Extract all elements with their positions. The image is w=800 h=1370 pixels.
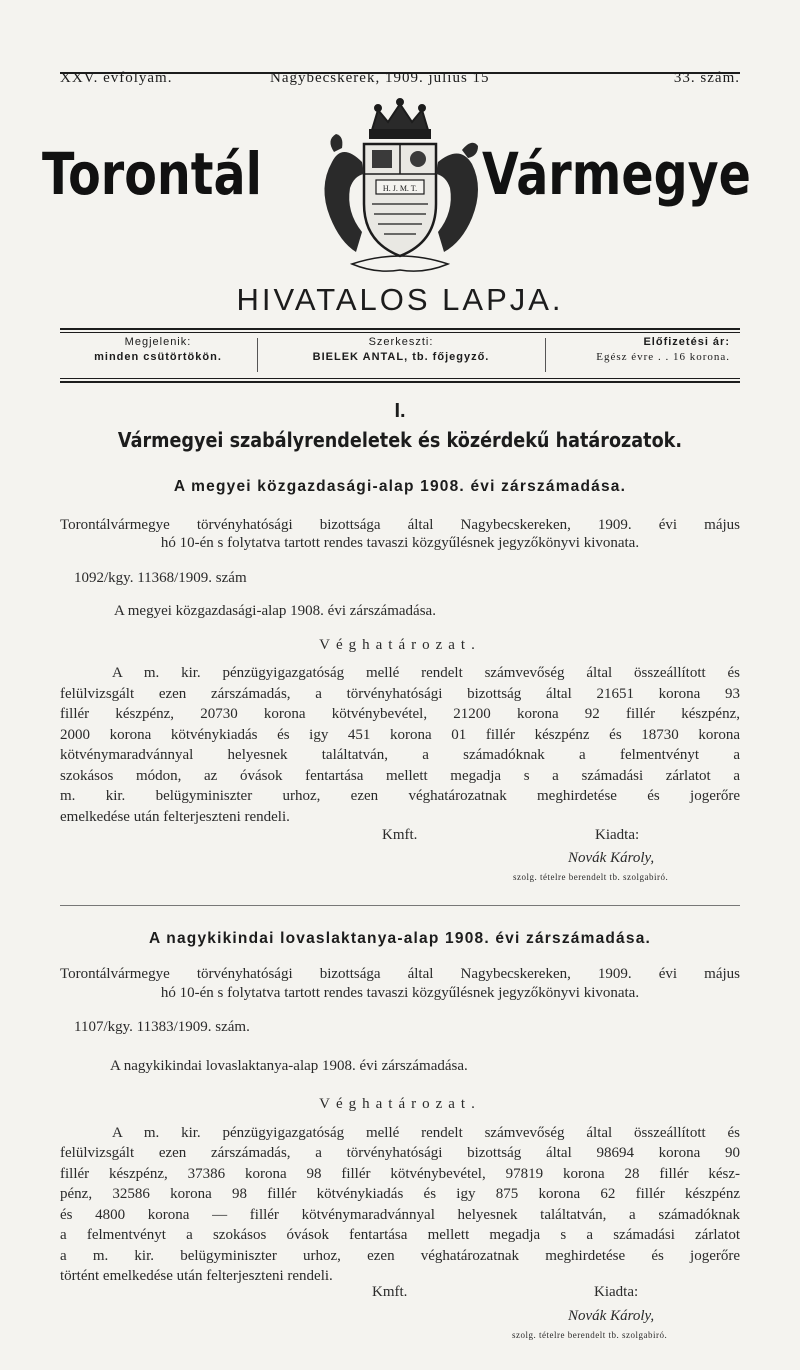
issued-label: Kiadta: bbox=[594, 1284, 639, 1300]
body-line: fillér készpénz, 20730 korona kötvénybevétel, 21200 korona 92 fillér készpénz, bbox=[60, 706, 740, 722]
article-title: A nagykikindai lovaslaktanya-alap 1908. évi zárszámadása. bbox=[148, 930, 652, 947]
price-label: Előfizetési ár: bbox=[643, 336, 730, 348]
issued-label: Kiadta: bbox=[595, 827, 640, 843]
body-line: A m. kir. pénzügyigazgatóság mellé rendelt számvevőség által összeállított és bbox=[112, 665, 740, 681]
rule-top-thin bbox=[60, 332, 740, 333]
signer-name: Novák Károly, bbox=[568, 850, 655, 866]
article-title: A megyei közgazdasági-alap 1908. évi zárszámadása. bbox=[173, 478, 627, 495]
body-line: fillér készpénz, 37386 korona 98 fillér kötvénybevétel, 97819 korona 28 fillér kész- bbox=[60, 1166, 740, 1182]
body-line: kötvénymaradvánnyal helyesnek találtatván, a számadóknak a felmentvényt a bbox=[60, 747, 740, 763]
appears-value: minden csütörtökön. bbox=[94, 351, 222, 363]
issue-number: 33. szám. bbox=[673, 70, 740, 86]
body-line: szokásos módon, az óvások fentartása mellett megadja s a számadási zárlatot a bbox=[60, 768, 740, 784]
rule-top bbox=[60, 328, 740, 330]
signer-title: szolg. tételre berendelt tb. szolgabiró. bbox=[512, 1330, 668, 1340]
price-box bbox=[546, 336, 740, 376]
body-line: 2000 korona kötvénykiadás és igy 451 korona 01 fillér készpénz és 18730 korona bbox=[60, 727, 740, 743]
masthead-right: Vármegye bbox=[482, 140, 751, 208]
reference-number: 1107/kgy. 11383/1909. szám. bbox=[74, 1019, 250, 1035]
price-value: Egész évre . . 16 korona. bbox=[596, 351, 730, 363]
intro-line: hó 10-én s folytatva tartott rendes tavaszi közgyűlésnek jegyzőkönyvi kivonata. bbox=[160, 535, 640, 551]
intro-line: Torontálvármegye törvényhatósági bizottsága által Nagybecskereken, 1909. évi május bbox=[60, 517, 740, 533]
body-line: A m. kir. pénzügyigazgatóság mellé rendelt számvevőség által összeállított és bbox=[112, 1125, 740, 1141]
body-line: történt emelkedése után felterjeszteni rendeli. bbox=[60, 1268, 333, 1284]
decision-heading: Véghatározat. bbox=[319, 637, 481, 653]
body-line: m. kir. belügyminiszter urhoz, ezen véghatározatnak meghirdetése és jogerőre bbox=[60, 788, 740, 804]
editor-value: BIELEK ANTAL, tb. főjegyző. bbox=[312, 351, 490, 363]
masthead-left: Torontál bbox=[42, 140, 262, 208]
body-line: pénz, 32586 korona 98 fillér kötvénykiadás és igy 875 korona 62 fillér készpénz bbox=[60, 1186, 740, 1202]
crest-inscription: H. J. M. T. bbox=[382, 184, 418, 193]
body-line: felülvizsgált ezen zárszámadás, a törvényhatósági bizottság által 21651 korona 93 bbox=[60, 686, 740, 702]
intro-line: hó 10-én s folytatva tartott rendes tavaszi közgyűlésnek jegyzőkönyvi kivonata. bbox=[160, 985, 640, 1001]
article-divider bbox=[60, 905, 740, 906]
body-line: a m. kir. belügyminiszter urhoz, ezen véghatározatnak meghirdetése és jogerőre bbox=[60, 1248, 740, 1264]
signer-name: Novák Károly, bbox=[568, 1308, 655, 1324]
appears-label: Megjelenik: bbox=[124, 336, 192, 348]
subject-line: A megyei közgazdasági-alap 1908. évi zárszámadása. bbox=[114, 603, 436, 619]
body-line: a felmentvényt a szokásos óvások fentartása mellett megadja s a számadási zárlatot bbox=[60, 1227, 740, 1243]
rule-bottom-thin bbox=[60, 378, 740, 379]
subject-line: A nagykikindai lovaslaktanya-alap 1908. évi zárszámadása. bbox=[110, 1058, 468, 1074]
section-title: Vármegyei szabályrendeletek és közérdekű határozatok. bbox=[117, 428, 683, 452]
kmft: Kmft. bbox=[372, 1284, 408, 1300]
publication-subtitle: HIVATALOS LAPJA. bbox=[236, 282, 564, 317]
intro-line: Torontálvármegye törvényhatósági bizottsága által Nagybecskereken, 1909. évi május bbox=[60, 966, 740, 982]
reference-number: 1092/kgy. 11368/1909. szám bbox=[74, 570, 247, 586]
decision-heading: Véghatározat. bbox=[319, 1096, 481, 1112]
kmft: Kmft. bbox=[382, 827, 418, 843]
rule-bottom bbox=[60, 381, 740, 383]
body-line: és 4800 korona — fillér kötvénymaradvánnyal helyesnek találtatván, a számadóknak bbox=[60, 1207, 740, 1223]
body-line: felülvizsgált ezen zárszámadás, a törvényhatósági bizottság által 98694 korona 90 bbox=[60, 1145, 740, 1161]
editor-box bbox=[258, 336, 544, 376]
header-line bbox=[60, 70, 740, 86]
place-date: Nagybecskerek, 1909. julius 15 bbox=[270, 70, 490, 86]
signer-title: szolg. tételre berendelt tb. szolgabiró. bbox=[513, 872, 669, 882]
editor-label: Szerkeszti: bbox=[368, 336, 434, 348]
body-line: emelkedése után felterjeszteni rendeli. bbox=[60, 809, 290, 825]
volume: XXV. evfolyam. bbox=[60, 70, 173, 86]
section-number: I. bbox=[394, 400, 406, 422]
appears-box bbox=[60, 336, 256, 376]
